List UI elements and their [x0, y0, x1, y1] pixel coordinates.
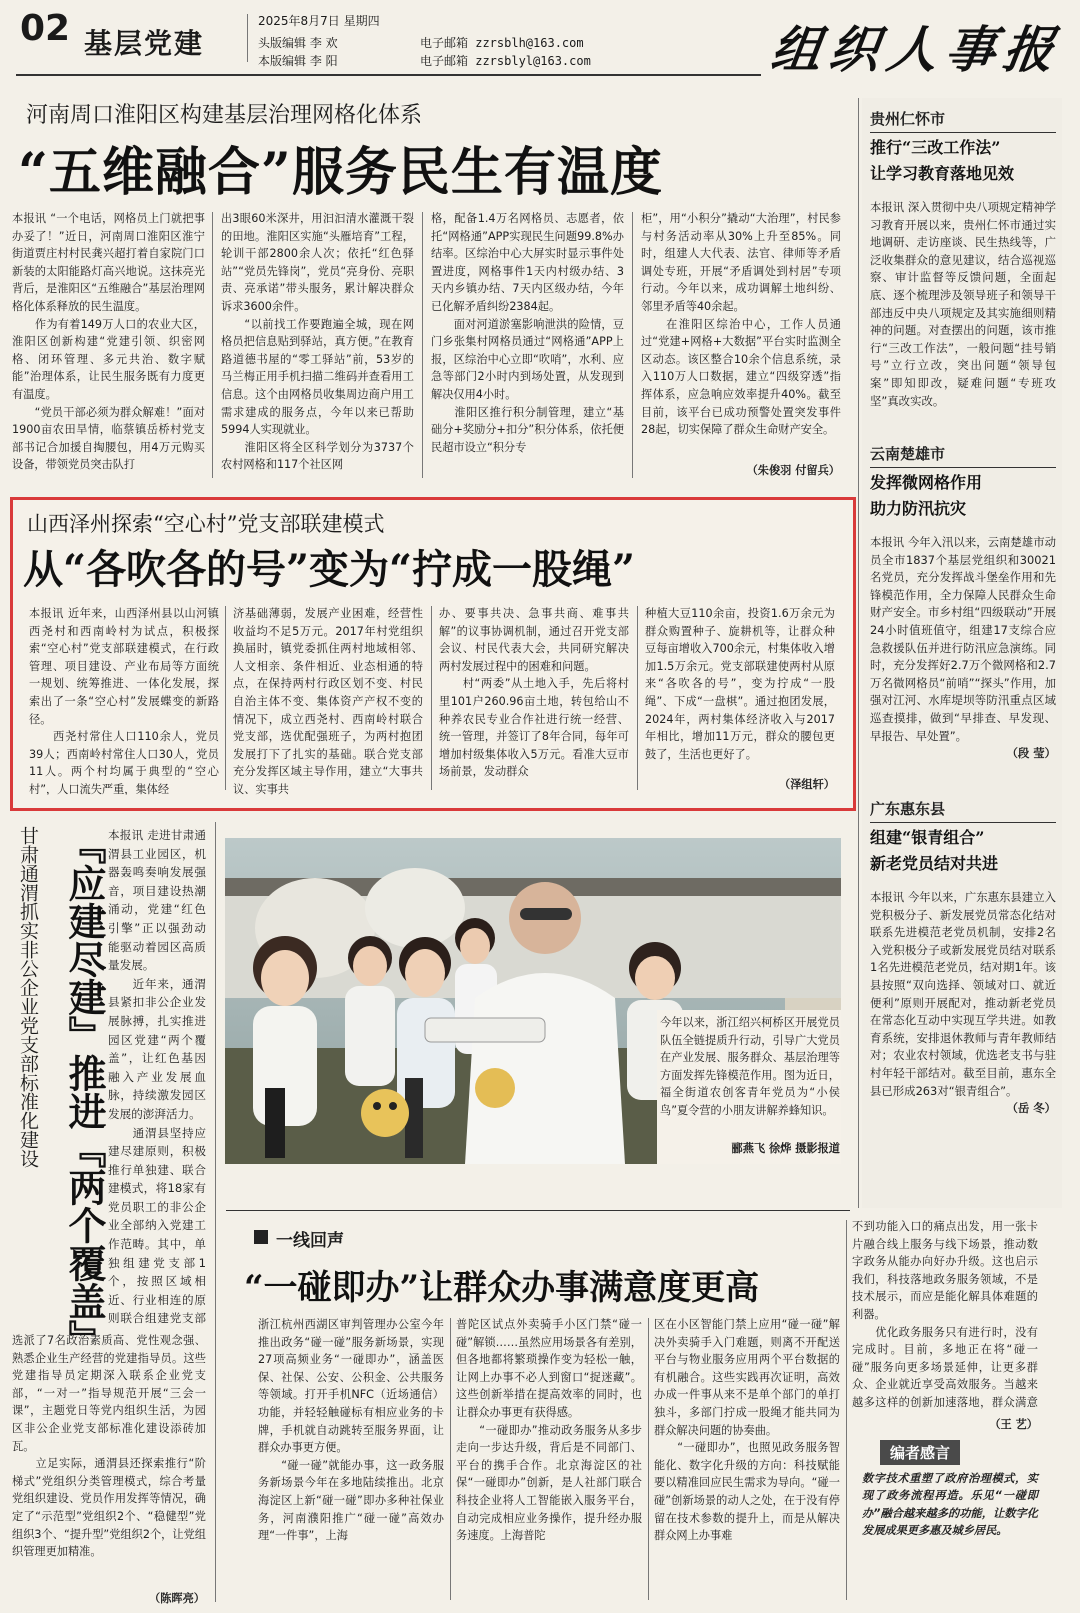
gansu-vertical-title: 『应建尽建』推进『两个覆盖』 — [62, 826, 107, 1358]
sidebar — [862, 98, 1062, 1208]
lead-col-4: 柜”，用“小积分”撬动“大治理”，村民参与村务活动率从30%上升至85%。同时，组建人大代表、法官、律师等矛盾调处专班，开展“矛盾调处到村居”专项行动。今年以来，成功调解土地纠纷、邻里矛盾等40余起。 在淮阳区综治中心，工作人员通过“党建+网格+大数据”平台实时监测全区动态。该区整合10余个信息系统，录入110万人口数据，建立“四级穿透”指挥体系，应急响应效率提升40%。截至目前，该平台已成功预警处置突发事件28起，切实保障了群众生命财产安全。 — [641, 212, 841, 437]
col-rule — [212, 212, 213, 478]
col-rule — [450, 1318, 451, 1600]
gansu-vertical-kicker: 甘肃通渭抓实非公企业党支部标准化建设 — [17, 826, 39, 1168]
lead-col-1: 本报讯 “一个电话，网格员上门就把事办妥了！”近日，河南周口淮阳区淮宁街道贾庄村村民龚兴超打着自家院门口新装的太阳能路灯高兴地说。这抹亮光背后，是淮阳区“五维融合”基层治理网格化体系释放的民生温度。 作为有着149万人口的农业大区，淮阳区创新构建“党建引领、织密网格、闭环管理、多元共治、数字赋能”治理体系，让民生服务既有力度更有温度。 “党员干部必须为群众解难！”面对1900亩农田旱情，临蔡镇岳桥村党支部书记合加援自掏腰包，用4万元购买设备，带领党员突击队打 — [12, 212, 205, 472]
col-rule — [648, 1318, 649, 1600]
email-front: 电子邮箱 zzrsblh@163.com — [420, 36, 584, 50]
col-rule — [225, 606, 226, 790]
paper-logo: 组织人事报 — [767, 20, 1066, 79]
sidebar-item — [870, 443, 1056, 803]
sidebar-title-line: 发挥微网格作用 — [870, 473, 983, 492]
col-rule — [422, 212, 423, 478]
sidebar-region-rule — [870, 822, 1056, 823]
boxed-col-4: 种植大豆110余亩，投资1.6万余元为群众购置种子、旋耕机等，让群众种豆每亩增收入700余元，村集体收入增加1.5万余元。党支部联建使两村从原来“各吹各的号”，变为拧成“一股绳”、下成“一盘棋”。通过抱团发展，2024年，两村集体经济收入与2017年相比，增加11万元，群众的腰包更鼓了，生活也更好了。 — [645, 607, 835, 761]
lead-col-2: 出3眼60米深井，用汩汩清水灌溉干裂的田地。淮阳区实施“头雁培育”工程，轮训干部2800余人次；依托“红色驿站”“党员先锋岗”，党员“亮身份、亮职责、亮承诺”带头服务，累计解决群众诉求3600余件。 “以前找工作要跑遍全城，现在网格员把信息贴到驿站，真方便。”在教育路道德书屋的“零工驿站”前，53岁的马兰梅正用手机扫描二维码并查看用工信息。这个由网格员收集周边商户用工需求建成的服务点，今年以来已帮助5994人实现就业。 淮阳区将全区科学划分为3737个农村网格和117个社区网 — [221, 212, 414, 472]
sidebar-body: 本报讯 深入贯彻中央八项规定精神学习教育开展以来，贵州仁怀市通过实地调研、走访座谈、民生热线等，广泛收集群众的意见建议，结合巡视巡察、审计监督等反馈问题，全面起底、逐个梳理涉及领导班子和领导干部违反中央八项规定及其实施细则精神的问题。对查摆出的问题，该市推行“三改工作法”，一般问题“挂号销号”立行立改，突出问题“领导包案”即知即改，疑难问题“专班攻坚”真改实改。 — [870, 200, 1056, 408]
boxed-byline: （泽组轩） — [779, 778, 835, 791]
col-rule — [431, 606, 432, 790]
sidebar-region-rule — [870, 467, 1056, 468]
sidebar-region-rule — [870, 132, 1056, 133]
sidebar-byline: （段 莹） — [1006, 746, 1056, 761]
sidebar-region: 云南楚雄市 — [870, 445, 946, 463]
boxed-title: 从“各吹各的号”变为“拧成一股绳” — [23, 546, 636, 593]
photo-caption: 今年以来，浙江绍兴柯桥区开展党员队伍全链提质升行动，引导广大党员在产业发展、服务群众、基层治理等方面发挥先锋模范作用。图为近日，福全街道农创客青年党员为“小侯鸟”夏令营的小朋友讲解养蜂知识。 — [660, 1016, 840, 1117]
bottom-byline: （王 艺） — [989, 1418, 1038, 1431]
issue-date: 2025年8月7日 星期四 — [258, 14, 380, 28]
boxed-article — [10, 497, 856, 811]
col-rule — [846, 1220, 847, 1600]
editor-note-label: 编者感言 — [880, 1440, 960, 1465]
bottom-title: “一碰即办”让群众办事满意度更高 — [244, 1268, 760, 1308]
editor-page: 本版编辑 李 阳 — [258, 54, 338, 68]
sidebar-body: 本报讯 今年以来，广东惠东县建立入党积极分子、新发展党员常态化结对联系先进模范老党员机制，安排2名入党积极分子或新发展党员结对联系1名先进模范老党员，结对期1年。该县按照“双向选择、领域对口、就近便利”原则开展配对，推动新老党员在常态化互动中实现互学共进。如教育系统，安排退休教师与青年教师结对；农业农村领域，优选老支书与驻村年轻干部结对。截至目前，惠东全县已形成263对“银青组合”。 — [870, 890, 1056, 1098]
sidebar-title-line: 让学习教育落地见效 — [870, 164, 1015, 183]
section-name: 基层党建 — [84, 27, 205, 60]
col-rule — [632, 212, 633, 478]
sidebar-title-line: 新老党员结对共进 — [870, 854, 999, 873]
sidebar-region: 广东惠东县 — [870, 800, 946, 818]
gansu-byline: （陈晖亮） — [149, 1592, 205, 1605]
photo-credit: 郦燕飞 徐烨 摄影报道 — [731, 1142, 840, 1155]
lead-kicker: 河南周口淮阳区构建基层治理网格化体系 — [26, 103, 423, 128]
email-page: 电子邮箱 zzrsblyl@163.com — [420, 54, 591, 68]
sidebar-item — [870, 798, 1056, 1198]
bottom-col-2: 普陀区试点外卖骑手小区门禁“碰一碰”解锁……虽然应用场景各有差别，但各地都将繁琐操作变为轻松一触，让网上办事不必人到窗口“捉迷藏”。这些创新举措在提高效率的同时，也让群众办事更有获得感。 “一碰即办”推动政务服务从多步走向一步达升级，背后是不同部门、平台的携手合作。北京海淀区的社保“一碰即办”创新，是人社部门联合科技企业将人工智能嵌入服务平台，自动完成相应业务操作，提升经办服务速度。上海普陀 — [456, 1318, 642, 1543]
sidebar-title-line: 组建“银青组合” — [870, 828, 985, 847]
sidebar-body: 本报讯 今年入汛以来，云南楚雄市动员全市1837个基层党组织和30021名党员，充分发挥战斗堡垒作用和先锋模范作用，全力保障人民群众生命财产安全。市乡村组“四级联动”开展24小时值班值守，组建17支综合应急救援队伍并进行防汛应急演练。同时，充分发挥好2.7万个微网格和2.7万名微网格员“前哨”“探头”作用，加强对江河、水库堤坝等防汛重点区域巡查摸排，做到“早排查、早发现、早报告、早处置”。 — [870, 535, 1056, 743]
sidebar-title-line: 助力防汛抗灾 — [870, 499, 967, 518]
section-bullet-icon — [254, 1230, 268, 1244]
gansu-narrow-col: 本报讯 走进甘肃通渭县工业园区，机器轰鸣奏响发展强音，项目建设热潮涌动，党建“红色引擎”正以强劲动能驱动着园区高质量发展。 近年来，通渭县紧扣非公企业发展脉搏，扎实推进园区党建“两个覆盖”，让红色基因融入产业发展血脉，持续激发园区发展的澎湃活力。 通渭县坚持应建尽建原则，积极推行单独建、联合建模式，将18家有党员职工的非公企业全部纳入党建工作范畴。其中，单独组建党支部1个，按照区域相近、行业相连的原则联合组建党支部 — [108, 828, 206, 1326]
page-number: 02 — [20, 8, 71, 49]
bottom-col-4: 不到功能入口的痛点出发，用一张卡片融合线上服务与线下场景，推动数字政务从能办向好办升级。这也启示我们，科技落地政务服务领域，不是技术展示，而应是能化解具体难题的利器。 优化政务服务只有进行时，没有完成时。目前，多地正在将“碰一碰”服务向更多场景延伸，让更多群众、企业就近享受高效服务。当越来越多这样的创新加速落地，群众满意 — [852, 1220, 1038, 1409]
boxed-col-1: 本报讯 近年来，山西泽州县以山河镇西尧村和西南岭村为试点，积极探索“空心村”党支部联建模式，在行政管理、项目建设、产业布局等方面统一规划、统筹推进、一体化发展，探索出了一条“空心村”发展蝶变的新路径。 西尧村常住人口110余人，党员39人；西南岭村常住人口30人，党员11人。两个村均属于典型的“空心村”，人口流失严重，集体经 — [29, 607, 219, 795]
editor-note: 数字技术重塑了政府治理模式，实现了政务流程再造。乐见“一碰即办”融合越来越多的功能，让数字化发展成果更多惠及城乡居民。 — [862, 1472, 1038, 1538]
sidebar-rule — [858, 98, 859, 1208]
editor-front: 头版编辑 李 欢 — [258, 36, 338, 50]
sidebar-region: 贵州仁怀市 — [870, 110, 946, 128]
bottom-feature-rule — [226, 1210, 850, 1211]
masthead — [0, 0, 1080, 78]
col-rule — [215, 822, 216, 1602]
boxed-col-2: 济基础薄弱，发展产业困难，经营性收益均不足5万元。2017年村党组织换届时，镇党委抓住两村地域相邻、人文相亲、条件相近、业态相通的特点，在保持两村行政区划不变、村民自治主体不变、集体资产产权不变的情况下，成立西尧村、西南岭村联合党支部，选优配强班子，为两村抱团发展打下了扎实的基础。联合党支部充分发挥区域主导作用，建立“大事共议、实事共 — [233, 607, 423, 795]
boxed-kicker: 山西泽州探索“空心村”党支部联建模式 — [27, 512, 385, 536]
lead-title: “五维融合”服务民生有温度 — [18, 142, 663, 203]
boxed-col-3: 办、要事共决、急事共商、难事共解”的议事协调机制，通过召开党支部会议、村民代表大会，共同研究解决两村发展过程中的困难和问题。 村“两委”从土地入手，先后将村里101户260.96亩土地，转包给山不种养农民专业合作社进行统一经营、统一管理，并签订了8年合同，每年可增加村级集体收入5万元。看准大豆市场前景，发动群众 — [439, 607, 629, 779]
bottom-section-label: 一线回声 — [276, 1231, 344, 1251]
bottom-col-1: 浙江杭州西湖区审判管理办公室今年推出政务“碰一碰”服务新场景，实现27项高频业务“一碰即办”，涵盖医保、社保、公安、公积金、公共服务等领域。打开手机NFC（近场通信）功能，并轻轻触碰标有相应业务的卡牌，手机就自动跳转至服务界面，让群众办事更方便。 “碰一碰”就能办事，这一政务服务新场景今年在多地陆续推出。北京海淀区上新“碰一碰”即办多种社保业务，河南濮阳推广“碰一碰”高效办理“一件事”，上海 — [258, 1318, 444, 1543]
sidebar-byline: （岳 冬） — [1006, 1101, 1056, 1116]
sidebar-title-line: 推行“三改工作法” — [870, 138, 1001, 157]
sidebar-item — [870, 108, 1056, 454]
bottom-col-3: 区在小区智能门禁上应用“碰一碰”解决外卖骑手入门难题，则离不开配送平台与物业服务应用两个平台数据的有机融合。这些实践再次证明，高效办成一件事从来不是单个部门的单打独斗，多部门拧成一股绳才能共同为群众解决问题的协奏曲。 “一碰即办”，也照见政务服务智能化、数字化升级的方向：科技赋能要以精准回应民生需求为导向。“碰一碰”创新场景的动人之处，在于没有停留在技术参数的提升上，而是从解决群众网上办事难 — [654, 1318, 840, 1543]
lead-col-3: 格，配备1.4万名网格员、志愿者，依托“网格通”APP实现民生问题99.8%办结率。区综治中心大屏实时显示事件处置进度，网格事件1天内村级办结、3天内乡镇办结、7天内区级办结，今年已化解矛盾纠纷2384起。 面对河道淤塞影响泄洪的险情，豆门乡张集村网格员通过“网格通”APP上报，区综治中心立即“吹哨”，水利、应急等部门2小时内到场处置，从发现到解决仅用4小时。 淮阳区推行积分制管理，建立“基础分+奖励分+扣分”积分体系，依托便民超市设立“积分专 — [431, 212, 624, 454]
masthead-rule — [16, 74, 761, 76]
col-rule — [637, 606, 638, 790]
gansu-bottom-col: 选派了7名政治素质高、党性观念强、熟悉企业生产经营的党建指导员。这些党建指导员定期深入联系企业党支部，“一对一”指导规范开展“三会一课”，主题党日等党内组织生活，为园区非公企业党支部标准化建设添砖加瓦。 立足实际，通渭县还探索推行“阶梯式”党组织分类管理模式，综合考量党组织建设、党员作用发挥等情况，确定了“示范型”党组织2个、“稳健型”党组织3个、“提升型”党组织2个，让党组织管理更加精准。 — [12, 1334, 206, 1559]
masthead-divider — [247, 14, 248, 62]
lead-byline: （朱俊羽 付留兵） — [746, 464, 840, 477]
